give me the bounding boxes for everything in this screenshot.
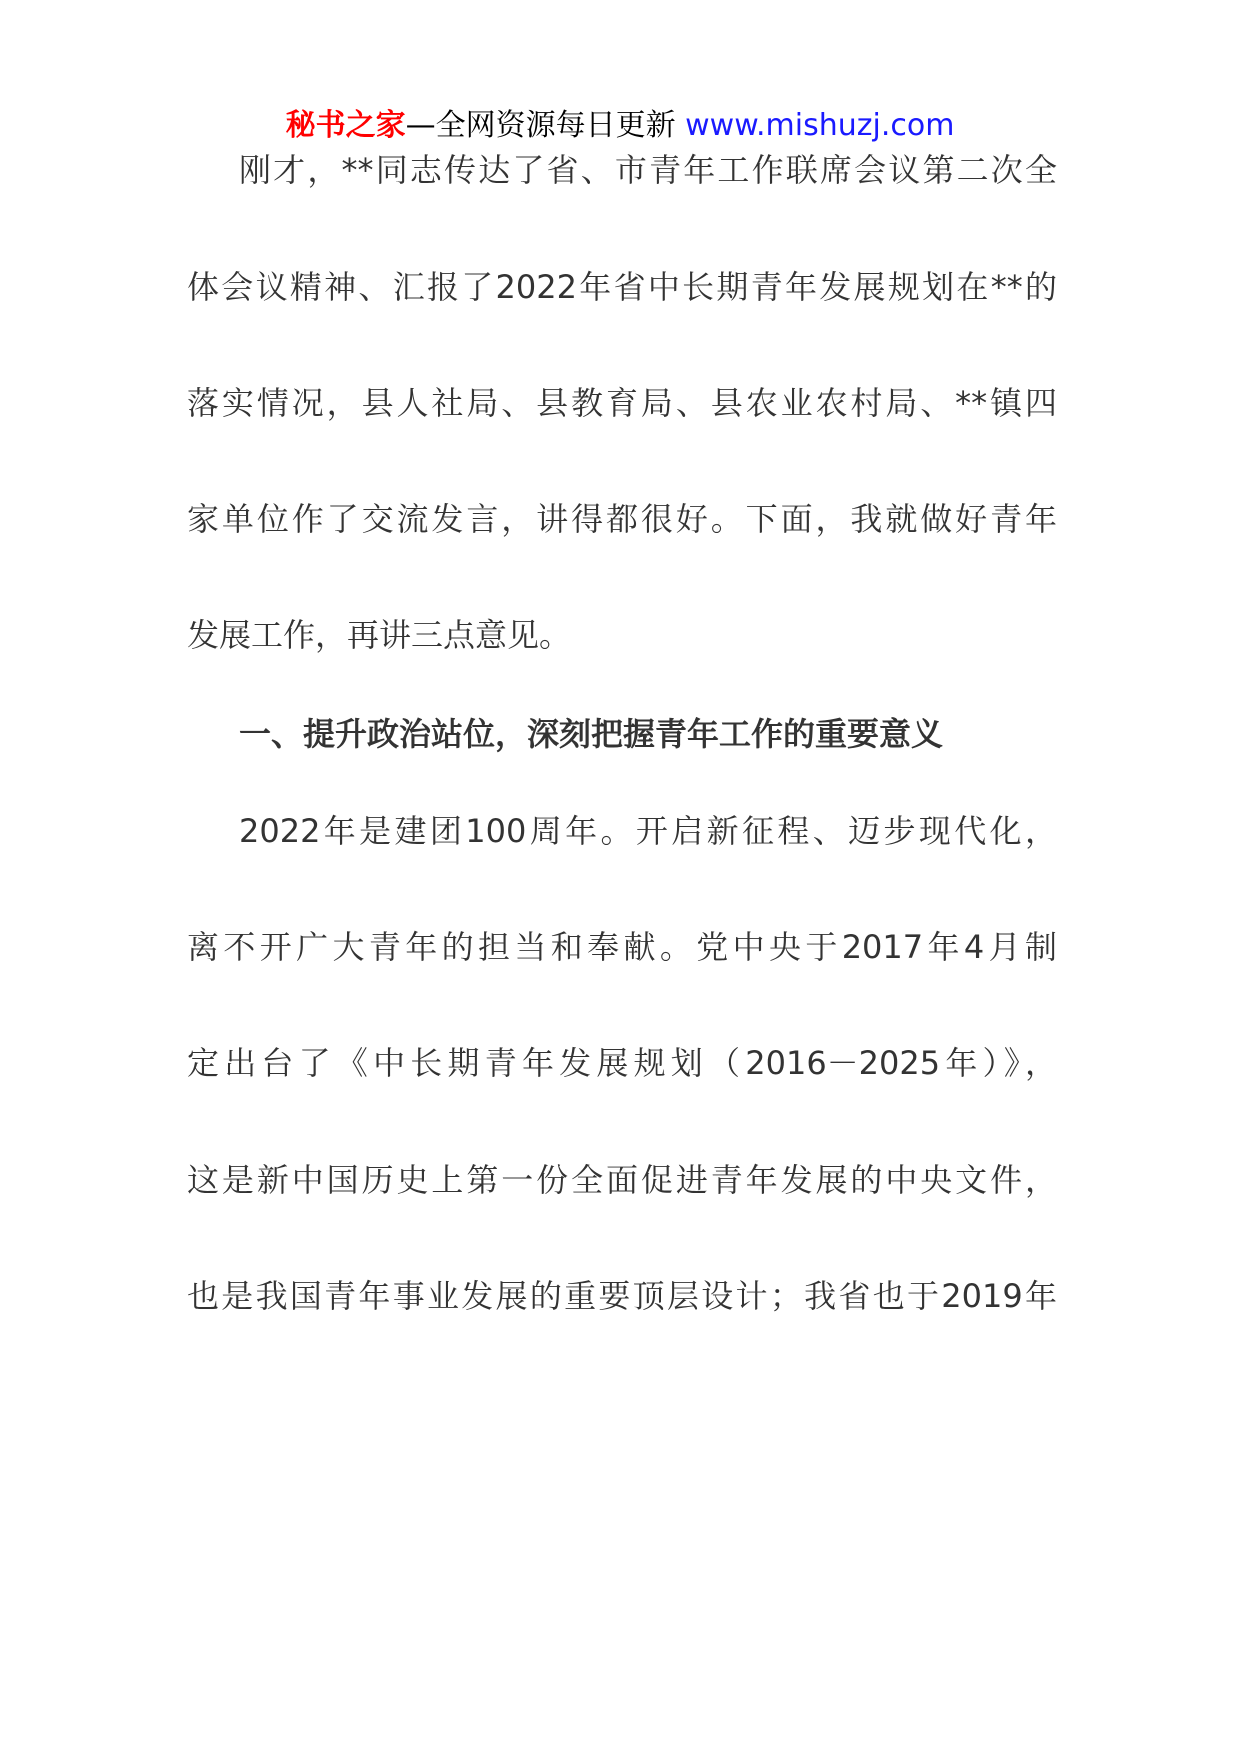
text-line: 2022年是建团100周年。开启新征程、迈步现代化， <box>239 812 1057 850</box>
site-url-link[interactable]: www.mishuzj.com <box>685 108 955 143</box>
text-line: 家单位作了交流发言，讲得都很好。下面，我就做好青年 <box>187 500 1057 538</box>
site-tagline: —全网资源每日更新 <box>405 108 686 143</box>
text-line: 也是我国青年事业发展的重要顶层设计；我省也于2019年 <box>187 1277 1057 1315</box>
text-line: 刚才，**同志传达了省、市青年工作联席会议第二次全 <box>239 151 1057 189</box>
section-heading: 一、提升政治站位，深刻把握青年工作的重要意义 <box>239 715 944 753</box>
text-line: 这是新中国历史上第一份全面促进青年发展的中央文件， <box>187 1161 1057 1199</box>
text-line: 离不开广大青年的担当和奉献。党中央于2017年4月制 <box>187 928 1057 966</box>
text-line: 体会议精神、汇报了2022年省中长期青年发展规划在**的 <box>187 268 1057 306</box>
text-line: 定出台了《中长期青年发展规划（2016－2025年）》， <box>187 1044 1057 1082</box>
site-brand: 秘书之家 <box>285 108 406 143</box>
text-line: 发展工作，再讲三点意见。 <box>187 616 572 654</box>
text-line: 落实情况，县人社局、县教育局、县农业农村局、**镇四 <box>187 384 1057 422</box>
